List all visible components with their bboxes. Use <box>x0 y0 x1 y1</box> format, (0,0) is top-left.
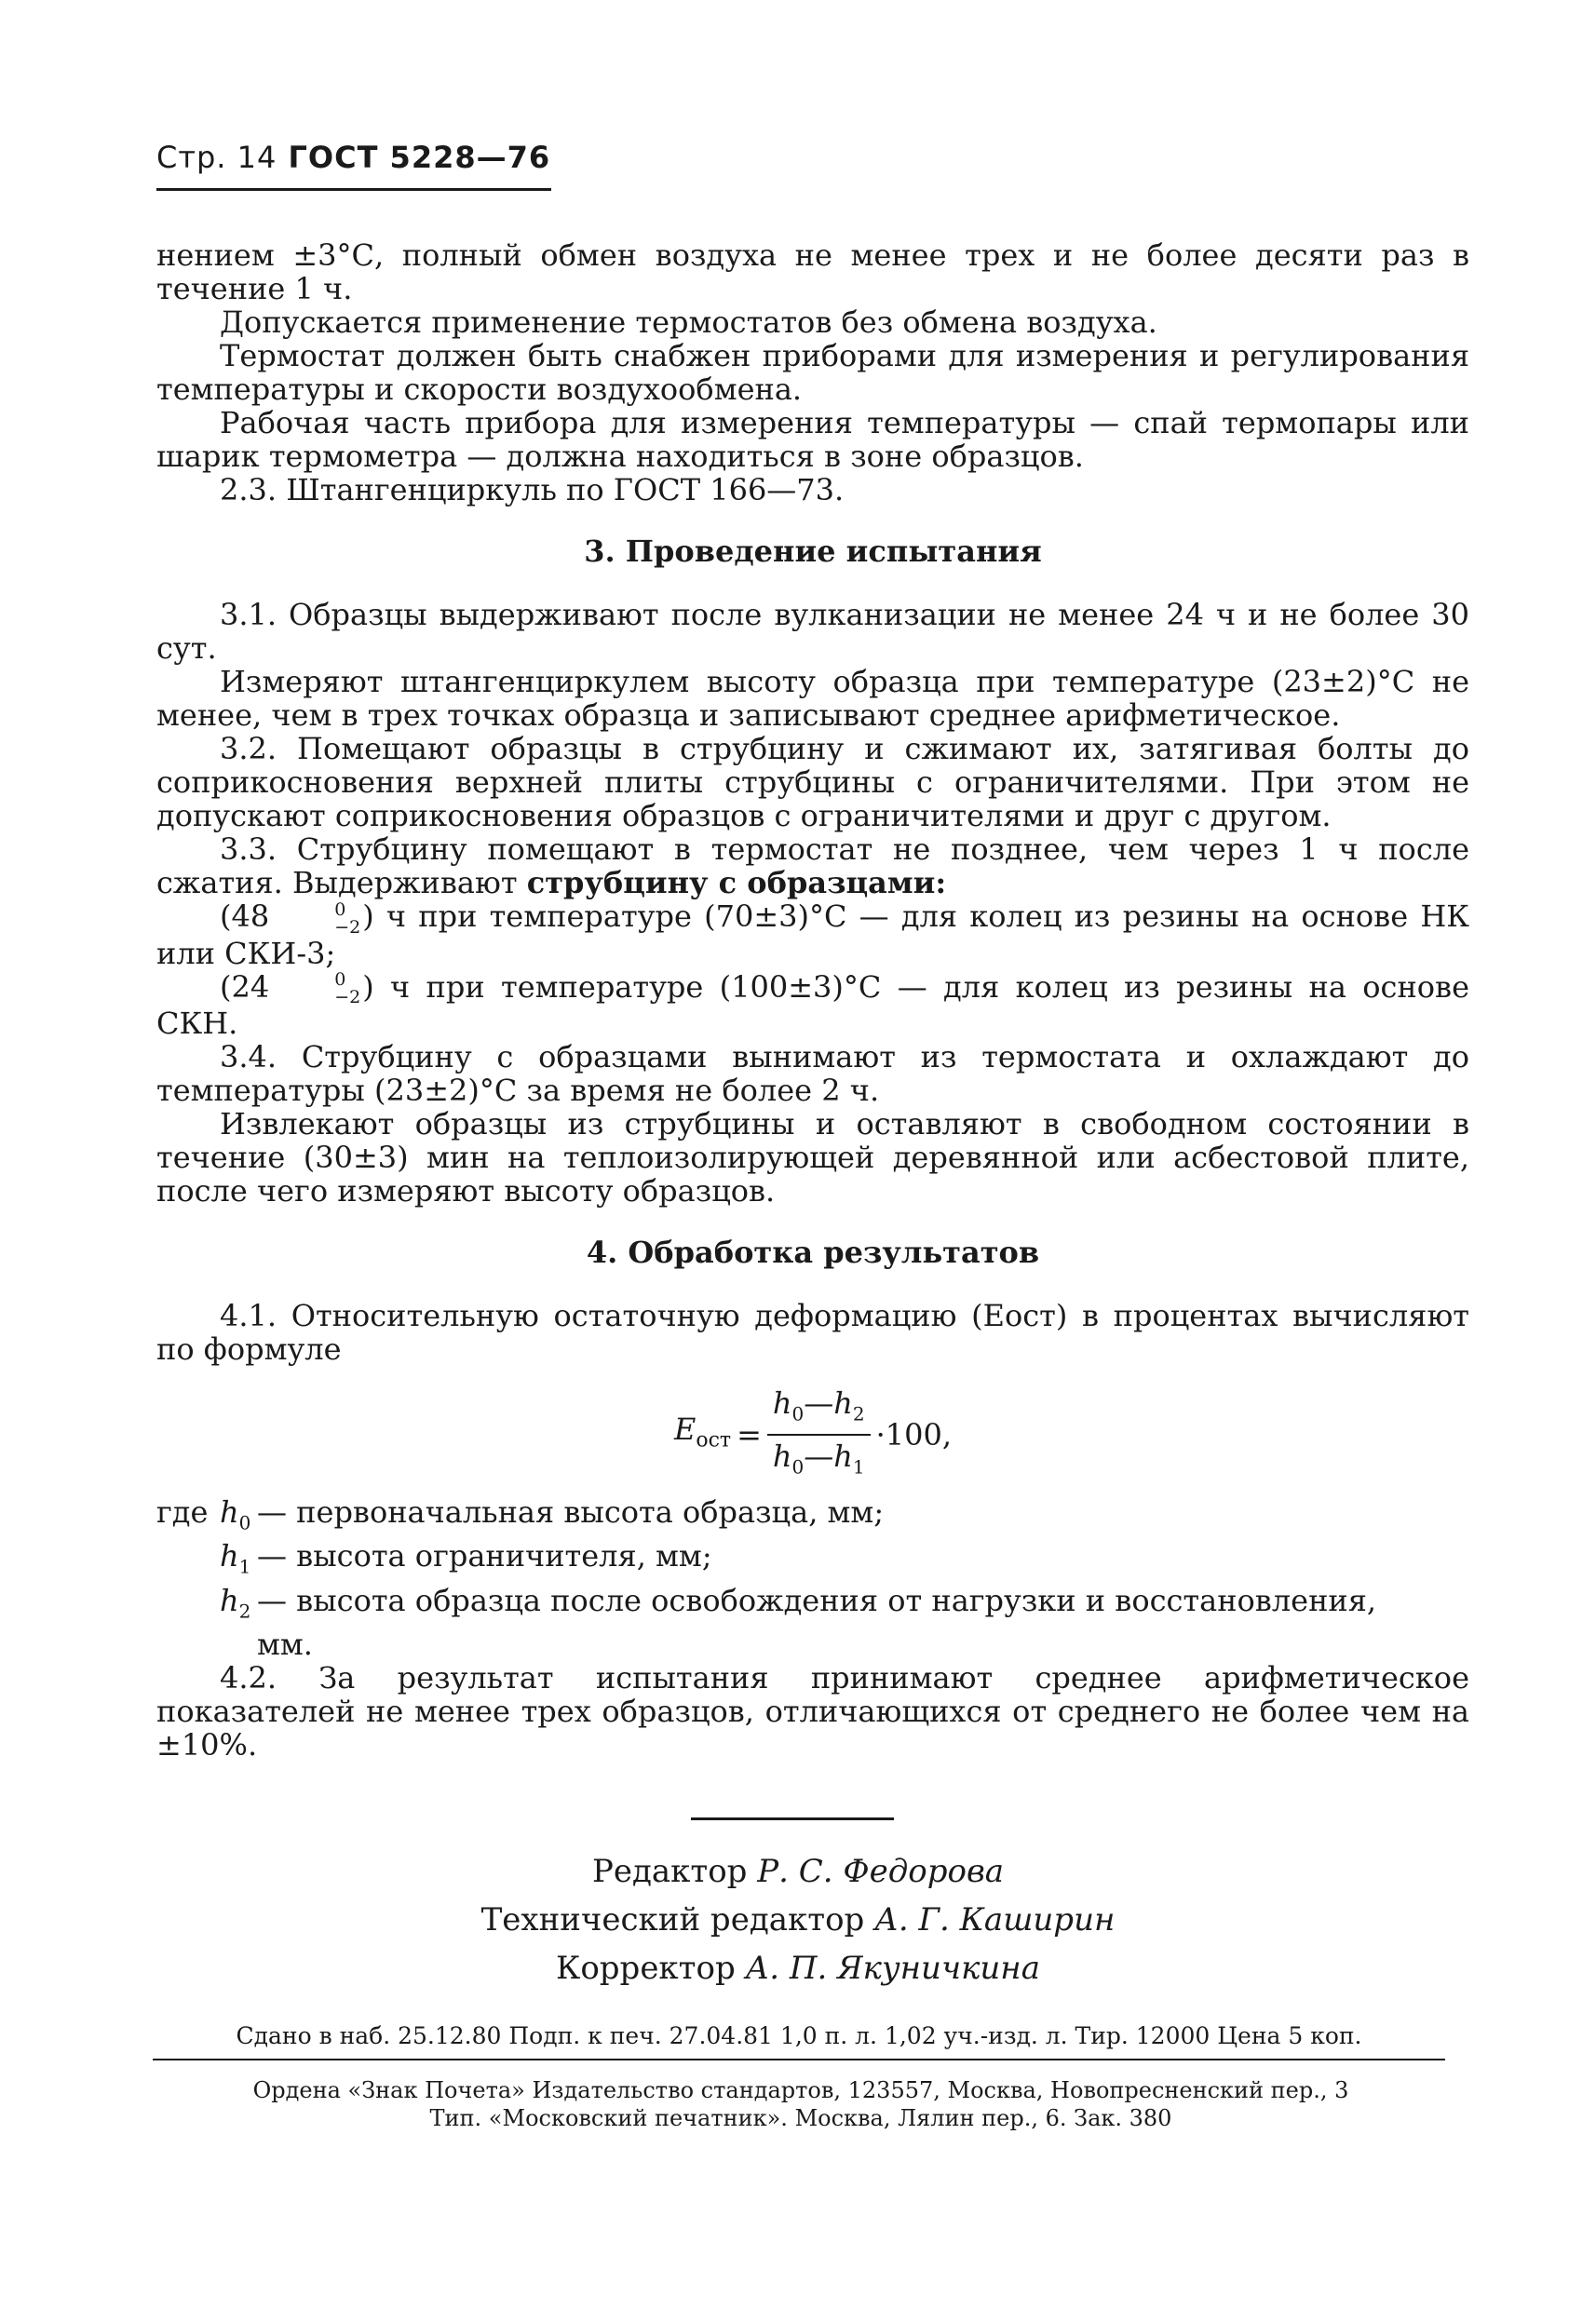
print-imprint: Сдано в наб. 25.12.80 Подп. к печ. 27.04.81 1,0 п. л. 1,02 уч.-изд. л. Тир. 12000 Цена 5 коп. <box>153 2022 1445 2060</box>
credit-tech-editor <box>0 1896 1596 1944</box>
symbol-subscript: 0 <box>238 1511 251 1534</box>
condition-24h-value: (24 <box>220 968 270 1005</box>
clause-3-2: 3.2. Помещают образцы в струбцину и сжимают их, затягивая болты до соприкосновения верхней плиты струбцины с ограничителями. При этом не допускают соприкосновения образцов с ограничителями и друг с другом. <box>156 731 1469 833</box>
clause-3-1-measurement: Измеряют штангенциркулем высоту образца при температуре (23±2)°С не менее, чем в трех точках образца и записывают среднее арифметическое. <box>156 664 1469 733</box>
clause-3-3 <box>156 832 1469 899</box>
header-rule <box>156 188 551 191</box>
formula-lhs-symbol: E <box>673 1412 697 1448</box>
definition-text: — высота образца после освобождения от нагрузки и восстановления, <box>257 1582 1377 1618</box>
where-label: где <box>156 1493 209 1530</box>
clause-2-3: 2.3. Штангенциркуль по ГОСТ 166—73. <box>220 472 845 507</box>
numerator-term-b-sub: 2 <box>852 1402 865 1425</box>
numerator-term-a: h <box>772 1385 792 1421</box>
credit-name: А. Г. Каширин <box>874 1901 1116 1939</box>
credit-editor <box>0 1847 1596 1896</box>
symbol-letter: h <box>220 1538 239 1574</box>
formula-numerator: $h_0—h_2$ <box>767 1386 871 1436</box>
credit-role: Технический редактор <box>480 1901 865 1939</box>
symbol-subscript: 1 <box>238 1555 251 1578</box>
definition-text: — высота ограничителя, мм; <box>257 1538 712 1574</box>
definition-h2-continuation: мм. <box>257 1626 313 1662</box>
publisher-line-1: Ордена «Знак Почета» Издательство стандартов, 123557, Москва, Новопресненский пер., 3 <box>252 2077 1349 2103</box>
clause-4-2: 4.2. За результат испытания принимают среднее арифметическое показателей не менее трех образцов, отличающихся от среднего не более чем на ±10%. <box>156 1659 1469 1763</box>
tolerance-24h <box>271 971 360 1006</box>
denominator-term-b-sub: 1 <box>852 1455 865 1479</box>
intro-paragraph-1: нением ±3°С, полный обмен воздуха не менее трех и не более десяти раз в течение 1 ч. <box>156 237 1469 306</box>
formula-equals: = <box>737 1417 762 1453</box>
condition-48h <box>156 899 1469 970</box>
publisher-line-2: Тип. «Московский печатник». Москва, Лялин пер., 6. Зак. 380 <box>429 2105 1172 2131</box>
denominator-term-b: h <box>833 1439 853 1475</box>
section-3-heading: 3. Проведение испытания <box>584 534 1042 569</box>
clause-3-3-bold: струбцину с образцами: <box>526 865 947 900</box>
deformation-formula <box>156 1386 1469 1484</box>
credit-corrector <box>0 1944 1596 1993</box>
intro-paragraph-2: Допускается применение термостатов без обмена воздуха. <box>220 304 1157 340</box>
definition-h2 <box>156 1584 1469 1628</box>
denominator-term-a-sub: 0 <box>791 1455 805 1479</box>
page-header <box>156 140 550 175</box>
condition-24h-text: ) ч при температуре (100±3)°С — для колец из резины на основе СКН. <box>156 968 1469 1041</box>
formula-denominator: $h_0—h_1$ <box>772 1439 865 1479</box>
definition-h0 <box>156 1495 1469 1539</box>
tolerance-upper: 0 <box>334 969 346 990</box>
symbol-letter: h <box>220 1493 239 1530</box>
variable-definitions <box>156 1495 1469 1661</box>
credit-name: Р. С. Федорова <box>757 1853 1005 1890</box>
formula-lhs-subscript: ост <box>696 1428 732 1452</box>
tolerance-upper: 0 <box>334 898 346 920</box>
formula-lhs <box>674 1412 731 1457</box>
page-number: Стр. 14 <box>156 140 277 175</box>
publisher-info <box>140 2076 1462 2132</box>
definition-h1 <box>156 1539 1469 1583</box>
definition-symbol <box>220 1495 257 1539</box>
section-4-heading: 4. Обработка результатов <box>586 1235 1040 1270</box>
credit-role: Корректор <box>556 1950 736 1987</box>
clause-3-4-extraction: Извлекают образцы из струбцины и оставляют в свободном состоянии в течение (30±3) мин на теплоизолирующей деревянной или асбестовой плите, после чего измеряют высоту образцов. <box>156 1106 1469 1209</box>
editorial-credits <box>0 1847 1596 1993</box>
numerator-term-b: h <box>833 1385 853 1421</box>
definition-symbol <box>220 1584 257 1628</box>
clause-4-1: 4.1. Относительную остаточную деформацию (Еост) в процентах вычисляют по формуле <box>156 1298 1469 1367</box>
definition-text: — первоначальная высота образца, мм; <box>257 1493 885 1530</box>
condition-24h <box>156 970 1469 1041</box>
symbol-letter: h <box>220 1582 239 1618</box>
credit-name: А. П. Якуничкина <box>745 1950 1040 1987</box>
clause-3-4: 3.4. Струбцину с образцами вынимают из термостата и охлаждают до температуры (23±2)°С за время не более 2 ч. <box>156 1039 1469 1108</box>
clause-3-3-text: 3.3. Струбцину помещают в термостат не позднее, чем через 1 ч после сжатия. Выдерживают <box>156 831 1469 900</box>
tolerance-48h <box>271 898 361 938</box>
symbol-subscript: 2 <box>238 1599 251 1622</box>
condition-48h-value: (48 <box>220 898 270 934</box>
formula-fraction <box>767 1386 871 1484</box>
numerator-term-a-sub: 0 <box>791 1402 805 1425</box>
definition-symbol <box>220 1539 257 1583</box>
condition-48h-text: ) ч при температуре (70±3)°С — для колец из резины на основе НК или СКИ-3; <box>156 898 1469 971</box>
document-body <box>156 238 1469 1762</box>
tolerance-lower: −2 <box>334 916 361 938</box>
clause-3-1: 3.1. Образцы выдерживают после вулканизации не менее 24 ч и не более 30 сут. <box>156 597 1469 666</box>
denominator-term-a: h <box>772 1439 792 1475</box>
tolerance-lower: −2 <box>334 987 361 1007</box>
standard-number: ГОСТ 5228—76 <box>288 140 551 175</box>
credit-role: Редактор <box>591 1853 748 1890</box>
formula-tail: ·100, <box>875 1417 953 1453</box>
separator-rule <box>691 1817 894 1820</box>
intro-paragraph-3: Термостат должен быть снабжен приборами для измерения и регулирования температуры и скорости воздухообмена. <box>156 338 1469 407</box>
intro-paragraph-4: Рабочая часть прибора для измерения температуры — спай термопары или шарик термометра — должна находиться в зоне образцов. <box>156 405 1469 474</box>
